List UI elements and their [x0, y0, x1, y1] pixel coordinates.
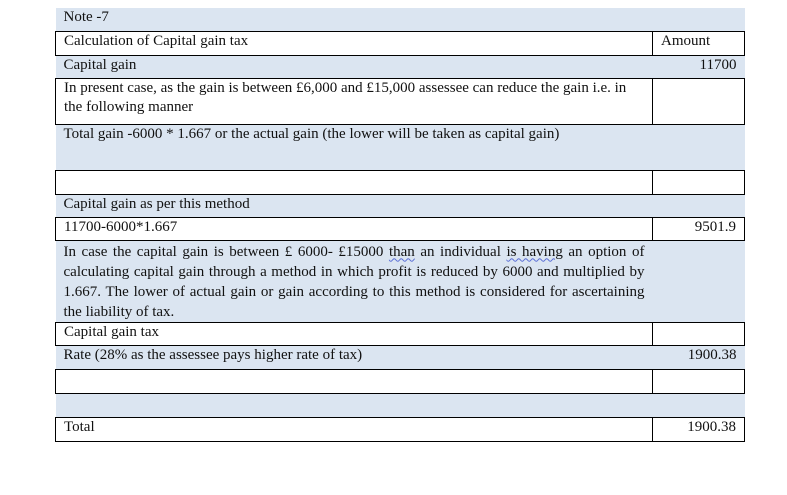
note-row: [56, 8, 745, 31]
method-amount: 9501.9: [653, 217, 745, 240]
explanation-is-having: is having: [506, 243, 563, 260]
rate-label: Rate (28% as the assessee pays higher rate of tax): [56, 345, 653, 369]
explanation-part1: In case the capital gain is between £ 6000- £15000: [63, 243, 389, 260]
method-label: Capital gain as per this method: [56, 194, 653, 217]
rate-row: [56, 345, 745, 369]
tax-label-amount: [653, 322, 745, 345]
capital-gain-tax-table: [55, 8, 745, 442]
blank-cell: [56, 393, 653, 417]
total-gain-formula-row: [56, 124, 745, 170]
total-row: [56, 417, 745, 441]
capital-gain-row: [56, 55, 745, 78]
blank-cell: [653, 393, 745, 417]
tax-label-row: [56, 322, 745, 345]
explanation-part3: an option of calculating capital gain through a method in which profit is reduced by 6000 and multiplied by 1.667. The lower of actual gain or gain according to this method is considered for ascertaining the liability of tax.: [63, 243, 645, 320]
total-gain-formula: Total gain -6000 * 1.667 or the actual gain (the lower will be taken as capital gain): [56, 124, 653, 170]
header-label: Calculation of Capital gain tax: [56, 31, 653, 55]
method-formula-row: [56, 217, 745, 240]
blank-shaded-row: [56, 393, 745, 417]
method-label-amount: [653, 194, 745, 217]
total-label: Total: [56, 417, 653, 441]
blank-cell: [653, 170, 745, 194]
total-amount: 1900.38: [653, 417, 745, 441]
method-formula: 11700-6000*1.667: [56, 217, 653, 240]
amount-header: Amount: [653, 31, 745, 55]
blank-row-2: [56, 369, 745, 393]
rate-amount: 1900.38: [653, 345, 745, 369]
explanation-than: than: [388, 243, 415, 260]
total-gain-formula-amount: [653, 124, 745, 170]
tax-label: Capital gain tax: [56, 322, 653, 345]
capital-gain-label: Capital gain: [56, 55, 653, 78]
explanation-part2: an individual: [414, 243, 507, 260]
note-title: Note -7: [56, 8, 745, 31]
blank-cell: [653, 369, 745, 393]
blank-cell: [56, 369, 653, 393]
explanation-amount: [653, 240, 745, 322]
method-label-row: [56, 194, 745, 217]
present-case-amount: [653, 78, 745, 124]
blank-row-1: [56, 170, 745, 194]
blank-cell: [56, 170, 653, 194]
explanation-text: [56, 240, 653, 322]
present-case-row: [56, 78, 745, 124]
present-case-text: In present case, as the gain is between £6,000 and £15,000 assessee can reduce the gain i.e. in the following manner: [56, 78, 653, 124]
explanation-row: [56, 240, 745, 322]
header-row: [56, 31, 745, 55]
capital-gain-amount: 11700: [653, 55, 745, 78]
